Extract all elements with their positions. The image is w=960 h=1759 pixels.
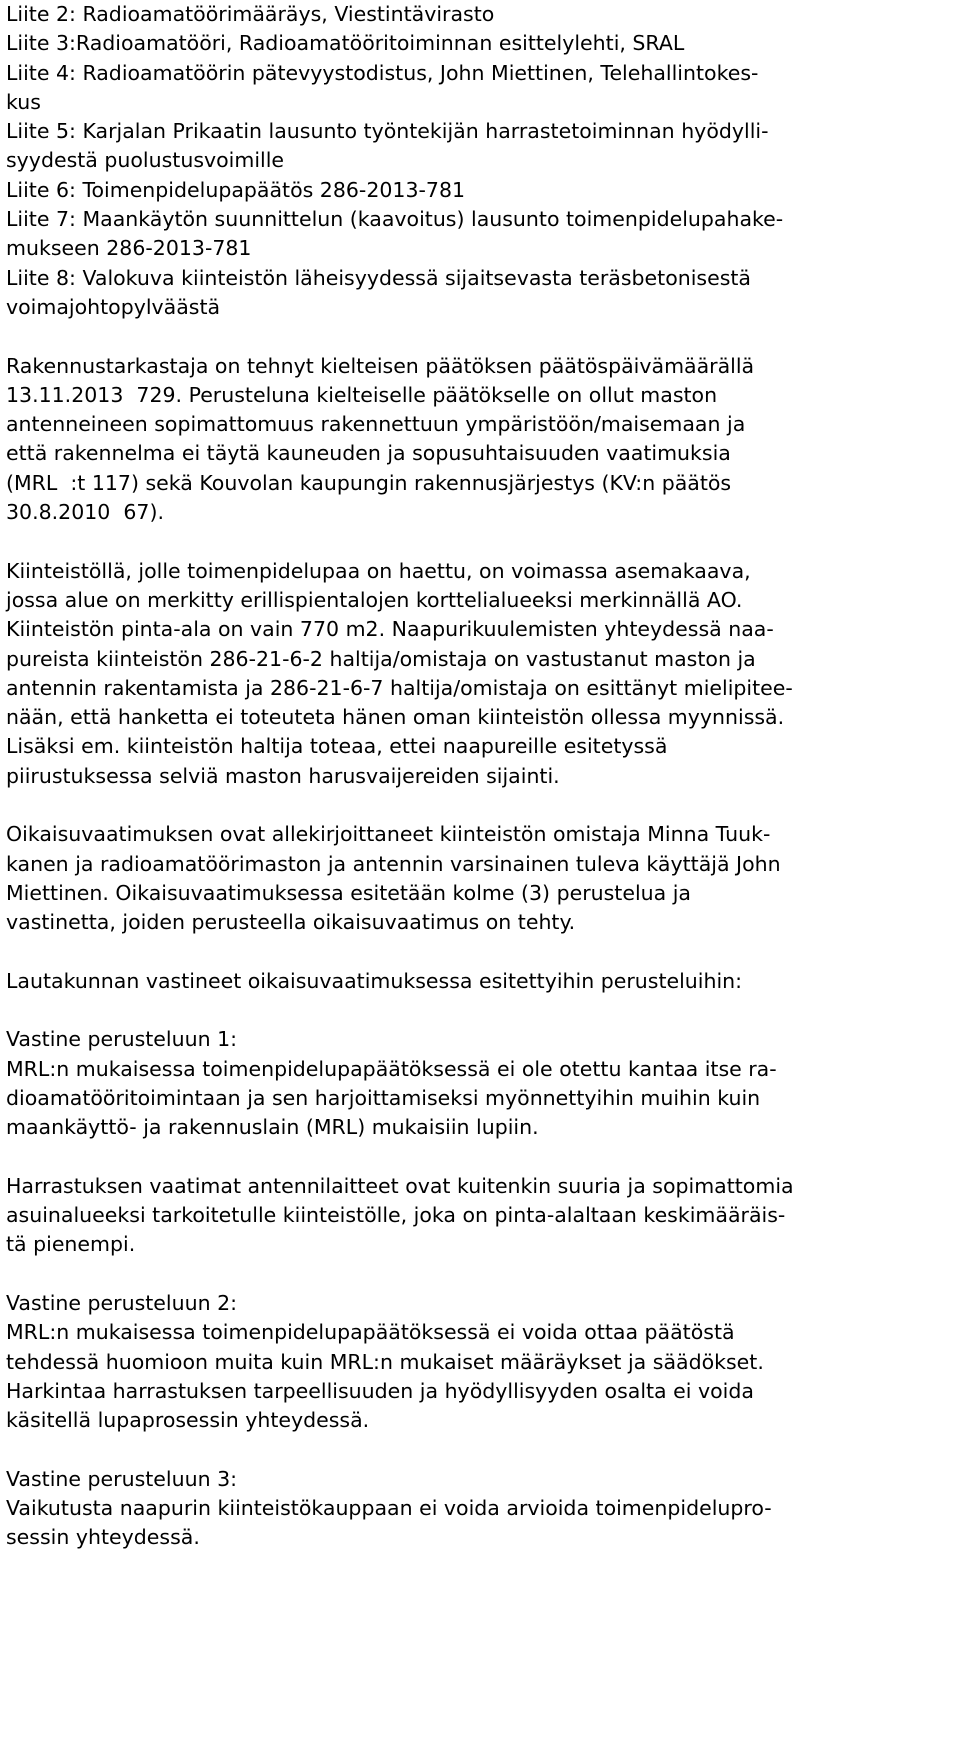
text-line: Lisäksi em. kiinteistön haltija toteaa, ettei naapureille esitetyssä	[6, 734, 668, 759]
text-line: syydestä puolustusvoimille	[6, 148, 285, 173]
text-line: Liite 7: Maankäytön suunnittelun (kaavoitus) lausunto toimenpidelupahake-	[6, 207, 784, 232]
document-body	[6, 0, 956, 1553]
response-2	[6, 1289, 956, 1435]
response-3	[6, 1465, 956, 1553]
text-line: mukseen 286-2013-781	[6, 236, 252, 261]
text-line: tä pienempi.	[6, 1232, 136, 1257]
text-line: piirustuksessa selviä maston harusvaijereiden sijainti.	[6, 763, 560, 788]
text-line: nään, että hanketta ei toteuteta hänen oman kiinteistön ollessa myynnissä.	[6, 705, 785, 730]
text-line: antennin rakentamista ja 286-21-6-7 haltija/omistaja on esittänyt mielipitee-	[6, 675, 793, 700]
text-line: pureista kiinteistön 286-21-6-2 haltija/omistaja on vastustanut maston ja	[6, 646, 756, 671]
text-line: Miettinen. Oikaisuvaatimuksessa esitetään kolme (3) perustelua ja	[6, 880, 691, 905]
text-line: kanen ja radioamatöörimaston ja antennin varsinainen tuleva käyttäjä John	[6, 851, 781, 876]
text-line: Kiinteistöllä, jolle toimenpidelupaa on haettu, on voimassa asemakaava,	[6, 558, 751, 583]
text-line: käsitellä lupaprosessin yhteydessä.	[6, 1408, 370, 1433]
text-line: Vastine perusteluun 3:	[6, 1466, 238, 1491]
appeal-paragraph	[6, 820, 956, 937]
text-line: antenneineen sopimattomuus rakennettuun ympäristöön/maisemaan ja	[6, 412, 746, 437]
text-line: Oikaisuvaatimuksen ovat allekirjoittaneet kiinteistön omistaja Minna Tuuk-	[6, 822, 771, 847]
text-line: Harkintaa harrastuksen tarpeellisuuden ja hyödyllisyyden osalta ei voida	[6, 1378, 754, 1403]
text-line: Vaikutusta naapurin kiinteistökauppaan ei voida arvioida toimenpidelupro-	[6, 1496, 772, 1521]
text-line: MRL:n mukaisessa toimenpidelupapäätöksessä ei ole otettu kantaa itse ra-	[6, 1056, 777, 1081]
paragraph-gap	[6, 527, 956, 556]
text-line: Liite 2: Radioamatöörimääräys, Viestintävirasto	[6, 2, 495, 26]
paragraph-gap	[6, 938, 956, 967]
text-line: sessin yhteydessä.	[6, 1525, 200, 1550]
text-line: vastinetta, joiden perusteella oikaisuvaatimus on tehty.	[6, 910, 576, 935]
paragraph-gap	[6, 322, 956, 351]
text-line: tehdessä huomioon muita kuin MRL:n mukaiset määräykset ja säädökset.	[6, 1349, 764, 1374]
text-line: Rakennustarkastaja on tehnyt kielteisen päätöksen päätöspäivämäärällä	[6, 353, 755, 378]
text-line: voimajohtopylväästä	[6, 294, 221, 319]
attachment-list	[6, 0, 956, 322]
text-line: Liite 5: Karjalan Prikaatin lausunto työntekijän harrastetoiminnan hyödylli-	[6, 119, 769, 144]
property-paragraph	[6, 557, 956, 791]
text-line: dioamatööritoimintaan ja sen harjoittamiseksi myönnettyihin muihin kuin	[6, 1085, 761, 1110]
text-line: että rakennelma ei täytä kauneuden ja sopusuhtaisuuden vaatimuksia	[6, 441, 731, 466]
paragraph-gap	[6, 1436, 956, 1465]
text-line: Lautakunnan vastineet oikaisuvaatimuksessa esitettyihin perusteluihin:	[6, 968, 743, 993]
text-line: 13.11.2013 729. Perusteluna kielteiselle päätökselle on ollut maston	[6, 382, 718, 407]
text-line: (MRL :t 117) sekä Kouvolan kaupungin rakennusjärjestys (KV:n päätös	[6, 470, 732, 495]
paragraph-gap	[6, 1260, 956, 1289]
text-line: Liite 3:Radioamatööri, Radioamatööritoiminnan esittelylehti, SRAL	[6, 31, 685, 56]
text-line: maankäyttö- ja rakennuslain (MRL) mukaisiin lupiin.	[6, 1115, 539, 1140]
paragraph-gap	[6, 1143, 956, 1172]
paragraph-gap	[6, 791, 956, 820]
text-line: Kiinteistön pinta-ala on vain 770 m2. Naapurikuulemisten yhteydessä naa-	[6, 617, 774, 642]
text-line: Vastine perusteluun 1:	[6, 1027, 238, 1052]
text-line: Harrastuksen vaatimat antennilaitteet ovat kuitenkin suuria ja sopimattomia	[6, 1173, 794, 1198]
text-line: asuinalueeksi tarkoitetulle kiinteistölle, joka on pinta-alaltaan keskimääräis-	[6, 1203, 786, 1228]
text-line: kus	[6, 89, 41, 114]
response-1	[6, 1025, 956, 1142]
text-line: Liite 8: Valokuva kiinteistön läheisyydessä sijaitsevasta teräsbetonisestä	[6, 265, 751, 290]
text-line: Liite 4: Radioamatöörin pätevyystodistus, John Miettinen, Telehallintokes-	[6, 60, 759, 85]
text-line: Liite 6: Toimenpidelupapäätös 286-2013-781	[6, 177, 466, 202]
responses-intro	[6, 967, 956, 996]
decision-paragraph	[6, 352, 956, 528]
text-line: Vastine perusteluun 2:	[6, 1291, 238, 1316]
paragraph-gap	[6, 996, 956, 1025]
response-1-continued	[6, 1172, 956, 1260]
text-line: 30.8.2010 67).	[6, 500, 164, 525]
text-line: MRL:n mukaisessa toimenpidelupapäätöksessä ei voida ottaa päätöstä	[6, 1320, 735, 1345]
text-line: jossa alue on merkitty erillispientalojen korttelialueeksi merkinnällä AO.	[6, 587, 743, 612]
